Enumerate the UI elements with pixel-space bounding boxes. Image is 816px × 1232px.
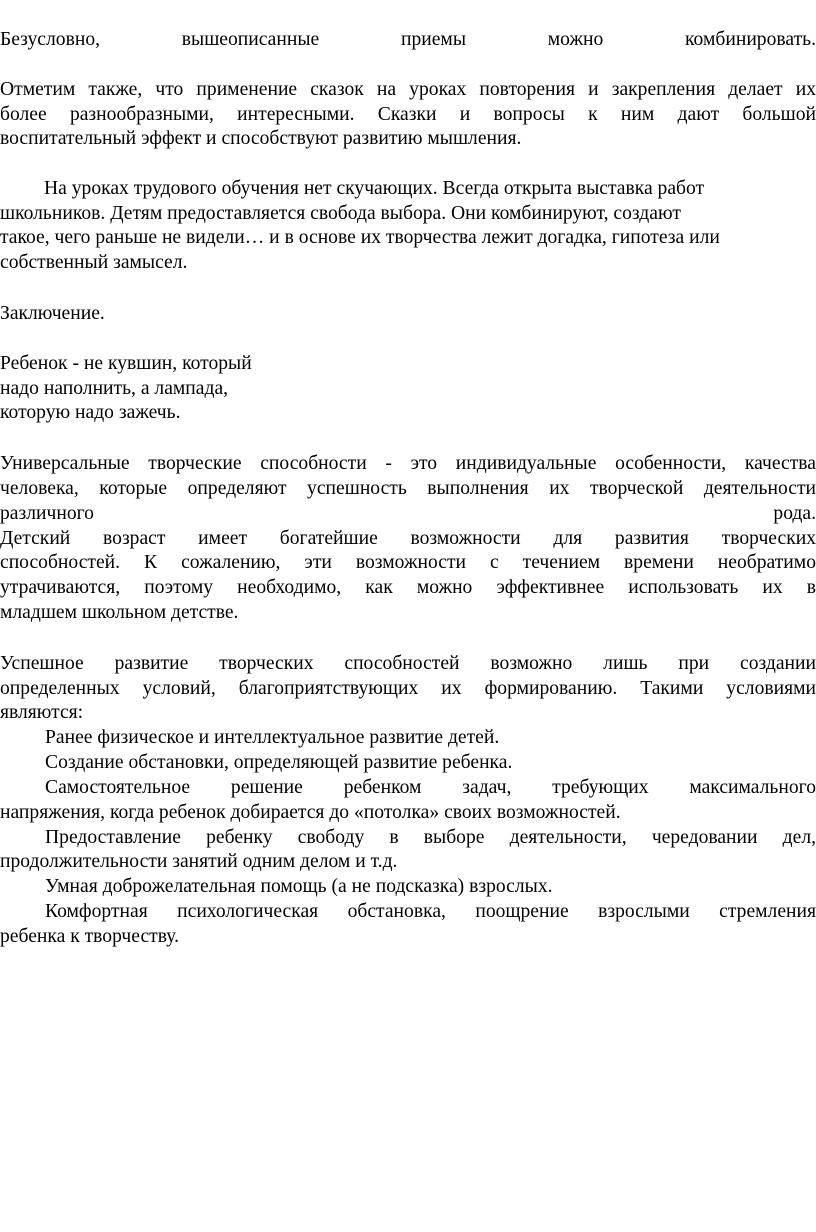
paragraph-line: более разнообразными, интересными. Сказки и вопросы к ним дают большой	[0, 104, 816, 125]
paragraph-line: воспитательный эффект и способствуют развитию мышления.	[0, 128, 522, 149]
condition-item: Создание обстановки, определяющей развитие ребенка.	[45, 752, 513, 773]
section-heading-conclusion: Заключение.	[0, 303, 105, 324]
paragraph-line: младшем школьном детстве.	[0, 602, 239, 623]
condition-item-continued: напряжения, когда ребенок добирается до «потолка» своих возможностей.	[0, 802, 621, 823]
paragraph-line: определенных условий, благоприятствующих их формированию. Такими условиями	[0, 678, 816, 699]
paragraph-line: являются:	[0, 702, 84, 723]
epigraph-line: Ребенок - не кувшин, который	[0, 353, 252, 374]
paragraph-line: различного рода.	[0, 503, 816, 524]
paragraph-line: Безусловно, вышеописанные приемы можно комбинировать.	[0, 29, 816, 50]
condition-item: Комфортная психологическая обстановка, поощрение взрослыми стремления	[45, 901, 816, 922]
condition-item: Умная доброжелательная помощь (а не подсказка) взрослых.	[45, 876, 553, 897]
condition-item: Самостоятельное решение ребенком задач, требующих максимального	[45, 777, 816, 798]
condition-item-continued: ребенка к творчеству.	[0, 926, 180, 947]
condition-item: Предоставление ребенку свободу в выборе деятельности, чередовании дел,	[45, 827, 816, 848]
paragraph-line: Универсальные творческие способности - это индивидуальные особенности, качества	[0, 453, 816, 474]
epigraph-line: которую надо зажечь.	[0, 402, 181, 423]
paragraph-line: собственный замысел.	[0, 252, 188, 273]
paragraph-line: способностей. К сожалению, эти возможности с течением времени необратимо	[0, 552, 816, 573]
paragraph-line: Детский возраст имеет богатейшие возможности для развития творческих	[0, 528, 816, 549]
epigraph-line: надо наполнить, а лампада,	[0, 378, 229, 399]
paragraph-line: На уроках трудового обучения нет скучающих. Всегда открыта выставка работ	[44, 178, 705, 199]
paragraph-line: утрачиваются, поэтому необходимо, как можно эффективнее использовать их в	[0, 577, 816, 598]
paragraph-line: Отметим также, что применение сказок на уроках повторения и закрепления делает их	[0, 79, 816, 100]
paragraph-line: Успешное развитие творческих способностей возможно лишь при создании	[0, 653, 816, 674]
paragraph-line: школьников. Детям предоставляется свобода выбора. Они комбинируют, создают	[0, 203, 681, 224]
condition-item: Ранее физическое и интеллектуальное развитие детей.	[45, 727, 500, 748]
condition-item-continued: продолжительности занятий одним делом и т.д.	[0, 851, 398, 872]
paragraph-line: человека, которые определяют успешность выполнения их творческой деятельности	[0, 478, 816, 499]
paragraph-line: такое, чего раньше не видели… и в основе их творчества лежит догадка, гипотеза или	[0, 227, 720, 248]
